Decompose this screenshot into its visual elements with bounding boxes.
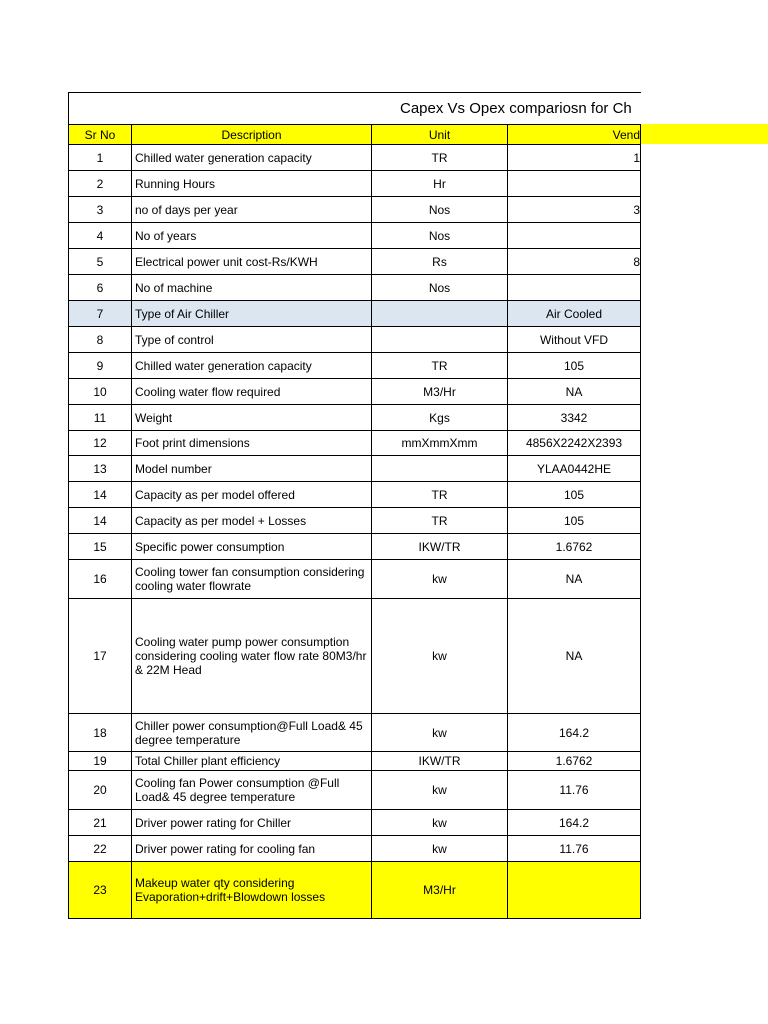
cell-sr[interactable]: 5 xyxy=(69,249,132,275)
cell-sr[interactable]: 16 xyxy=(69,560,132,599)
cell-description[interactable]: Chiller power consumption@Full Load& 45 degree temperature xyxy=(132,714,372,752)
cell-description[interactable]: Capacity as per model + Losses xyxy=(132,508,372,534)
cell-unit[interactable]: kw xyxy=(372,714,508,752)
cell-unit[interactable]: kw xyxy=(372,560,508,599)
cell-unit[interactable]: M3/Hr xyxy=(372,862,508,919)
cell-value[interactable]: Without VFD xyxy=(508,327,641,353)
cell-sr[interactable]: 11 xyxy=(69,405,132,431)
table-title: Capex Vs Opex compariosn for Ch xyxy=(69,93,641,125)
table-row xyxy=(69,714,641,752)
cell-description[interactable]: Chilled water generation capacity xyxy=(132,353,372,379)
cell-value[interactable] xyxy=(508,223,641,249)
cell-value[interactable]: NA xyxy=(508,379,641,405)
cell-value[interactable]: 105 xyxy=(508,353,641,379)
cell-unit[interactable]: IKW/TR xyxy=(372,534,508,560)
cell-description[interactable]: Type of Air Chiller xyxy=(132,301,372,327)
cell-description[interactable]: Driver power rating for Chiller xyxy=(132,810,372,836)
cell-unit[interactable]: Nos xyxy=(372,275,508,301)
cell-sr[interactable]: 8 xyxy=(69,327,132,353)
table-row-highlighted xyxy=(69,301,641,327)
table-row xyxy=(69,171,641,197)
table-row xyxy=(69,456,641,482)
header-vendor[interactable]: Vend xyxy=(508,125,641,145)
cell-description[interactable]: no of days per year xyxy=(132,197,372,223)
table-row xyxy=(69,599,641,714)
cell-description[interactable]: Driver power rating for cooling fan xyxy=(132,836,372,862)
table-row xyxy=(69,145,641,171)
cell-value[interactable] xyxy=(508,862,641,919)
cell-sr[interactable]: 17 xyxy=(69,599,132,714)
cell-sr[interactable]: 4 xyxy=(69,223,132,249)
cell-sr[interactable]: 14 xyxy=(69,508,132,534)
cell-sr[interactable]: 3 xyxy=(69,197,132,223)
cell-value[interactable]: YLAA0442HE xyxy=(508,456,641,482)
cell-description[interactable]: Cooling tower fan consumption considering cooling water flowrate xyxy=(132,560,372,599)
cell-sr[interactable]: 23 xyxy=(69,862,132,919)
cell-description[interactable]: Total Chiller plant efficiency xyxy=(132,752,372,771)
cell-unit[interactable]: M3/Hr xyxy=(372,379,508,405)
table-row xyxy=(69,275,641,301)
cell-value[interactable] xyxy=(508,275,641,301)
header-description[interactable]: Description xyxy=(132,125,372,145)
cell-description[interactable]: Chilled water generation capacity xyxy=(132,145,372,171)
header-row xyxy=(69,125,641,145)
cell-value[interactable]: 164.2 xyxy=(508,810,641,836)
cell-unit[interactable]: TR xyxy=(372,353,508,379)
cell-description[interactable]: Specific power consumption xyxy=(132,534,372,560)
cell-unit[interactable]: kw xyxy=(372,810,508,836)
cell-value[interactable]: 3342 xyxy=(508,405,641,431)
cell-value[interactable]: 1.6762 xyxy=(508,752,641,771)
cell-sr[interactable]: 15 xyxy=(69,534,132,560)
table-row xyxy=(69,405,641,431)
cell-description[interactable]: Foot print dimensions xyxy=(132,431,372,456)
cell-description[interactable]: Capacity as per model offered xyxy=(132,482,372,508)
cell-value[interactable]: 11.76 xyxy=(508,771,641,810)
table-row xyxy=(69,197,641,223)
cell-sr[interactable]: 20 xyxy=(69,771,132,810)
cell-sr[interactable]: 2 xyxy=(69,171,132,197)
cell-description[interactable]: Cooling fan Power consumption @Full Load& 45 degree temperature xyxy=(132,771,372,810)
cell-unit[interactable]: Nos xyxy=(372,197,508,223)
table-row-highlighted xyxy=(69,862,641,919)
cell-value[interactable] xyxy=(508,171,641,197)
cell-sr[interactable]: 21 xyxy=(69,810,132,836)
cell-value[interactable]: 105 xyxy=(508,482,641,508)
cell-value[interactable]: NA xyxy=(508,560,641,599)
cell-sr[interactable]: 13 xyxy=(69,456,132,482)
table-row xyxy=(69,771,641,810)
table-row xyxy=(69,508,641,534)
cell-sr[interactable]: 18 xyxy=(69,714,132,752)
cell-sr[interactable]: 14 xyxy=(69,482,132,508)
cell-value[interactable]: 164.2 xyxy=(508,714,641,752)
cell-unit[interactable]: TR xyxy=(372,482,508,508)
cell-description[interactable]: Electrical power unit cost-Rs/KWH xyxy=(132,249,372,275)
cell-sr[interactable]: 1 xyxy=(69,145,132,171)
cell-sr[interactable]: 7 xyxy=(69,301,132,327)
cell-unit[interactable] xyxy=(372,456,508,482)
cell-sr[interactable]: 9 xyxy=(69,353,132,379)
cell-unit[interactable] xyxy=(372,301,508,327)
header-unit[interactable]: Unit xyxy=(372,125,508,145)
cell-unit[interactable]: kw xyxy=(372,836,508,862)
cell-unit[interactable]: Hr xyxy=(372,171,508,197)
table-row xyxy=(69,560,641,599)
cell-value[interactable]: Air Cooled xyxy=(508,301,641,327)
cell-unit[interactable]: TR xyxy=(372,508,508,534)
cell-sr[interactable]: 10 xyxy=(69,379,132,405)
table-row xyxy=(69,223,641,249)
table-row xyxy=(69,810,641,836)
cell-description[interactable]: Cooling water flow required xyxy=(132,379,372,405)
cell-description[interactable]: No of machine xyxy=(132,275,372,301)
table-row xyxy=(69,379,641,405)
table-row xyxy=(69,431,641,456)
cell-description[interactable]: Model number xyxy=(132,456,372,482)
cell-value[interactable]: 105 xyxy=(508,508,641,534)
cell-unit[interactable]: IKW/TR xyxy=(372,752,508,771)
table-row xyxy=(69,752,641,771)
cell-sr[interactable]: 12 xyxy=(69,431,132,456)
table-row xyxy=(69,249,641,275)
cell-unit[interactable]: kw xyxy=(372,771,508,810)
cell-description[interactable]: Weight xyxy=(132,405,372,431)
cell-unit[interactable]: mmXmmXmm xyxy=(372,431,508,456)
cell-unit[interactable]: kw xyxy=(372,599,508,714)
cell-description[interactable]: Makeup water qty considering Evaporation+drift+Blowdown losses xyxy=(132,862,372,919)
comparison-table xyxy=(68,92,641,919)
cell-unit[interactable]: Rs xyxy=(372,249,508,275)
cell-value[interactable]: 3 xyxy=(508,197,641,223)
cell-sr[interactable]: 6 xyxy=(69,275,132,301)
header-sr-no[interactable]: Sr No xyxy=(69,125,132,145)
cell-unit[interactable]: Nos xyxy=(372,223,508,249)
table-row xyxy=(69,353,641,379)
cell-value[interactable]: 4856X2242X2393 xyxy=(508,431,641,456)
cell-unit[interactable] xyxy=(372,327,508,353)
table-row xyxy=(69,836,641,862)
cell-unit[interactable]: TR xyxy=(372,145,508,171)
cell-value[interactable]: 8 xyxy=(508,249,641,275)
title-row xyxy=(69,93,641,125)
table-row xyxy=(69,482,641,508)
cell-sr[interactable]: 19 xyxy=(69,752,132,771)
cell-description[interactable]: No of years xyxy=(132,223,372,249)
cell-description[interactable]: Cooling water pump power consumption considering cooling water flow rate 80M3/hr & 22M Head xyxy=(132,599,372,714)
cell-sr[interactable]: 22 xyxy=(69,836,132,862)
table-row xyxy=(69,534,641,560)
cell-unit[interactable]: Kgs xyxy=(372,405,508,431)
cell-value[interactable]: 1 xyxy=(508,145,641,171)
cell-description[interactable]: Type of control xyxy=(132,327,372,353)
cell-description[interactable]: Running Hours xyxy=(132,171,372,197)
cell-value[interactable]: NA xyxy=(508,599,641,714)
cell-value[interactable]: 1.6762 xyxy=(508,534,641,560)
cell-value[interactable]: 11.76 xyxy=(508,836,641,862)
spreadsheet xyxy=(68,92,768,920)
table-row xyxy=(69,327,641,353)
